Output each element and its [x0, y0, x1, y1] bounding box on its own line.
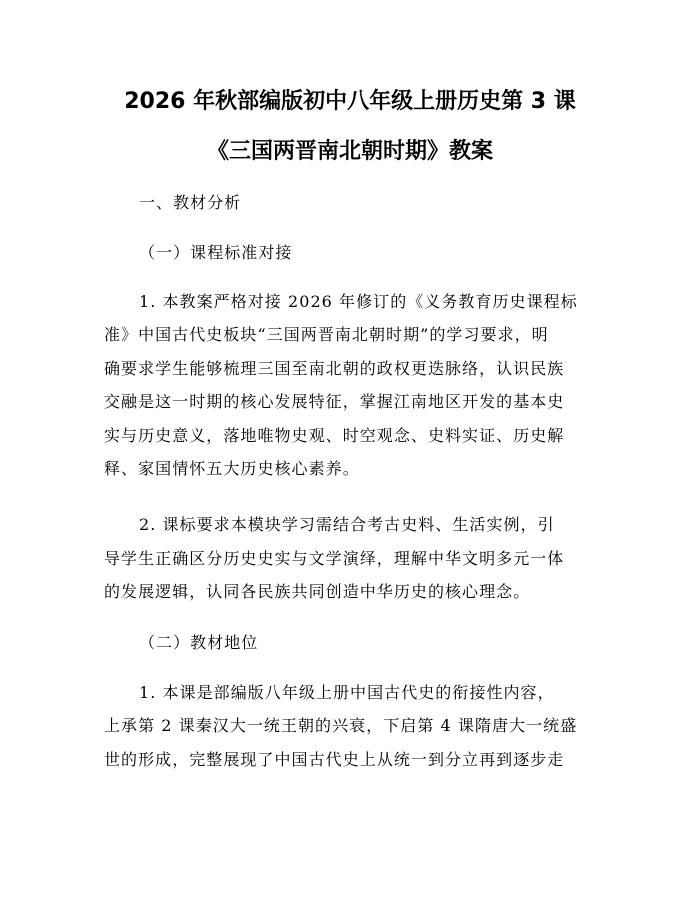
subsection-heading-textbook-position: （二）教材地位: [139, 633, 259, 652]
paragraph-1-line-4: 交融是这一时期的核心发展特征，掌握江南地区开发的基本史: [104, 392, 565, 411]
paragraph-1-line-5: 实与历史意义，落地唯物史观、时空观念、史料实证、历史解: [104, 426, 565, 445]
paragraph-1-line-1: 1. 本教案严格对接 2026 年修订的《义务教育历史课程标: [139, 292, 578, 311]
paragraph-3-line-3: 世的形成，完整展现了中国古代史上从统一到分立再到逐步走: [104, 750, 565, 769]
paragraph-2-line-3: 的发展逻辑，认同各民族共同创造中华历史的核心理念。: [104, 582, 531, 601]
section-heading-textbook-analysis: 一、教材分析: [139, 193, 242, 212]
document-title-line-1: 2026 年秋部编版初中八年级上册历史第 3 课: [124, 89, 576, 114]
subsection-heading-curriculum-standards: （一）课程标准对接: [139, 243, 293, 262]
paragraph-3-line-2: 上承第 2 课秦汉大一统王朝的兴衰，下启第 4 课隋唐大一统盛: [104, 716, 578, 735]
paragraph-3-line-1: 1. 本课是部编版八年级上册中国古代史的衔接性内容，: [139, 683, 555, 702]
document-title-line-2: 《三国两晋南北朝时期》教案: [206, 139, 493, 164]
paragraph-2-line-2: 导学生正确区分历史史实与文学演绎，理解中华文明多元一体: [104, 549, 565, 568]
paragraph-2-line-1: 2. 课标要求本模块学习需结合考古史料、生活实例，引: [139, 515, 555, 534]
paragraph-1-line-3: 确要求学生能够梳理三国至南北朝的政权更迭脉络，认识民族: [104, 359, 565, 378]
paragraph-1-line-6: 释、家国情怀五大历史核心素养。: [104, 459, 360, 478]
paragraph-1-line-2: 准》中国古代史板块“三国两晋南北朝时期”的学习要求，明: [104, 325, 549, 344]
